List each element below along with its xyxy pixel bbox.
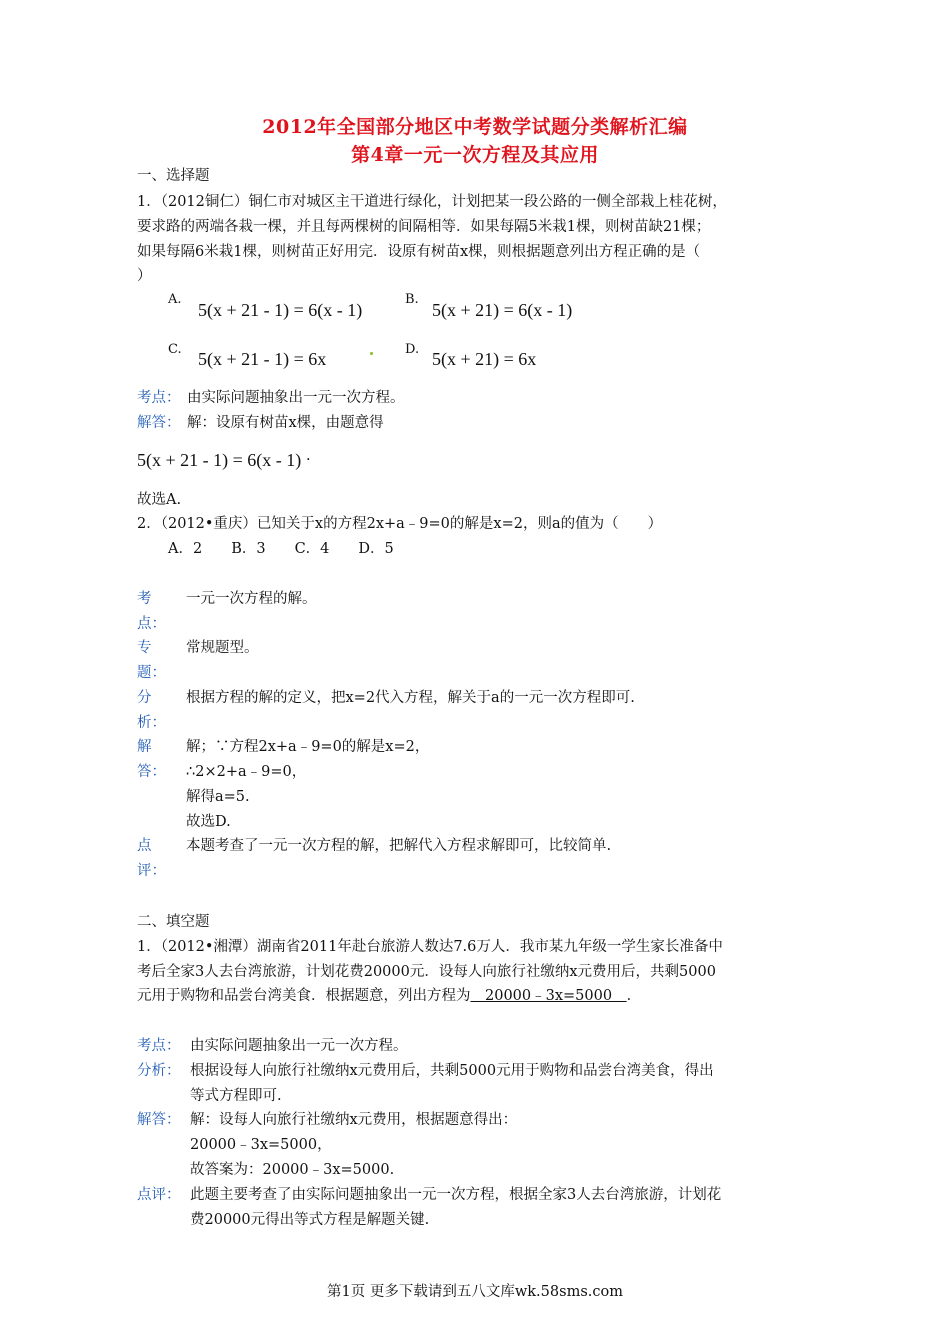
s2-q1-line3-post: ． xyxy=(626,988,642,1004)
q1-equation-tail: . xyxy=(306,448,311,464)
s2-dianping-label: 点评： xyxy=(137,1187,181,1203)
q2-text: 2．（2012•重庆）已知关于x的方程2x+a﹣9=0的解是x=2，则a的值为（ ） xyxy=(137,516,663,532)
q1-option-b-label: B. xyxy=(405,292,419,307)
q1-jieda-label: 解答： xyxy=(137,415,181,431)
q1-option-c-label: C. xyxy=(168,342,182,357)
s2-kaodian: 由实际问题抽象出一元一次方程。 xyxy=(190,1038,408,1054)
q1-option-d: 5(x + 21) = 6x xyxy=(432,349,537,369)
s2-q1-line3 xyxy=(137,986,641,1006)
q1-option-b: 5(x + 21) = 6(x - 1) xyxy=(432,300,573,320)
q1-kaodian: 由实际问题抽象出一元一次方程。 xyxy=(187,390,405,406)
q1-option-a-label: A. xyxy=(168,292,182,307)
q1-option-c: 5(x + 21 - 1) = 6x xyxy=(198,349,327,369)
s2-dianping-line2: 费20000元得出等式方程是解题关键. xyxy=(190,1212,430,1228)
s2-jieda-line2: 20000﹣3x=5000， xyxy=(190,1137,332,1153)
q2-solution-line1: 解；∵方程2x+a﹣9=0的解是x=2， xyxy=(186,739,430,755)
q2-solution-line2: ∴2×2+a﹣9=0， xyxy=(186,764,307,780)
q2-solution-line3: 解得a=5. xyxy=(186,789,250,805)
q2-jie-label: 解 xyxy=(137,739,152,755)
q1-text-line1: 1．（2012铜仁）铜仁市对城区主干道进行绿化，计划把某一段公路的一侧全部栽上桂花树， xyxy=(137,194,727,210)
q2-kaodian: 一元一次方程的解。 xyxy=(186,591,317,607)
q2-zhuan-label: 专 xyxy=(137,640,152,656)
s2-jieda-label: 解答： xyxy=(137,1112,181,1128)
s2-fenxi-line1: 根据设每人向旅行社缴纳x元费用后，共剩5000元用于购物和品尝台湾美食，得出 xyxy=(190,1063,714,1079)
s2-q1-line1: 1．（2012•湘潭）湖南省2011年赴台旅游人数达7.6万人．我市某九年级一学生家长准备中 xyxy=(137,939,723,955)
q1-option-a: 5(x + 21 - 1) = 6(x - 1) xyxy=(198,300,363,320)
q2-dianping: 本题考查了一元一次方程的解，把解代入方程求解即可，比较简单. xyxy=(186,838,612,854)
s2-q1-line2: 考后全家3人去台湾旅游，计划花费20000元．设每人向旅行社缴纳x元费用后，共剩5000 xyxy=(137,964,716,980)
q2-fenxi: 根据方程的解的定义，把x=2代入方程，解关于a的一元一次方程即可. xyxy=(186,690,635,706)
q2-fen-label: 分 xyxy=(137,690,152,706)
q1-answer: 故选A. xyxy=(137,492,182,508)
q2-kao-label: 考 xyxy=(137,591,152,607)
page-footer: 第1页 更多下载请到五八文库wk.58sms.com xyxy=(327,1284,623,1300)
s2-dianping-line1: 此题主要考查了由实际问题抽象出一元一次方程，根据全家3人去台湾旅游，计划花 xyxy=(190,1187,722,1203)
s2-jieda-line1: 解：设每人向旅行社缴纳x元费用，根据题意得出： xyxy=(190,1112,518,1128)
q1-text-line3: 如果每隔6米栽1棵，则树苗正好用完．设原有树苗x棵，则根据题意列出方程正确的是（ xyxy=(137,244,701,260)
chapter-title: 第4章一元一次方程及其应用 xyxy=(351,144,599,166)
s2-q1-answer-blank: 20000﹣3x=5000 xyxy=(470,988,627,1004)
s2-fenxi-line2: 等式方程即可. xyxy=(190,1088,282,1104)
q2-ti-label: 题： xyxy=(137,665,166,681)
q2-solution-line4: 故选D. xyxy=(186,814,231,830)
q1-text-line2: 要求路的两端各栽一棵，并且每两棵树的间隔相等．如果每隔5米栽1棵，则树苗缺21棵； xyxy=(137,219,711,235)
q1-option-d-label: D. xyxy=(405,342,420,357)
q1-kaodian-label: 考点： xyxy=(137,390,181,406)
q2-zhuanti: 常规题型。 xyxy=(186,640,259,656)
section-heading-fill: 二、填空题 xyxy=(137,914,210,930)
q2-options: A．2 B．3 C．4 D．5 xyxy=(168,541,394,557)
s2-kaodian-label: 考点： xyxy=(137,1038,181,1054)
q2-xi-label: 析： xyxy=(137,715,166,731)
s2-q1-line3-pre: 元用于购物和品尝台湾美食．根据题意，列出方程为 xyxy=(137,988,471,1004)
q1-text-line4: ） xyxy=(137,268,152,284)
q1-jieda: 解：设原有树苗x棵，由题意得 xyxy=(187,415,384,431)
q1-equation: 5(x + 21 - 1) = 6(x - 1) xyxy=(137,450,302,470)
q2-dian2-label: 点 xyxy=(137,838,152,854)
document-title: 2012年全国部分地区中考数学试题分类解析汇编 xyxy=(262,116,688,138)
stray-mark xyxy=(370,352,373,355)
q2-ping-label: 评： xyxy=(137,863,166,879)
section-heading-choice: 一、选择题 xyxy=(137,168,210,184)
q2-da-label: 答： xyxy=(137,764,166,780)
q2-dian-label: 点： xyxy=(137,616,166,632)
s2-jieda-line3: 故答案为：20000﹣3x=5000. xyxy=(190,1162,395,1178)
s2-fenxi-label: 分析： xyxy=(137,1063,181,1079)
